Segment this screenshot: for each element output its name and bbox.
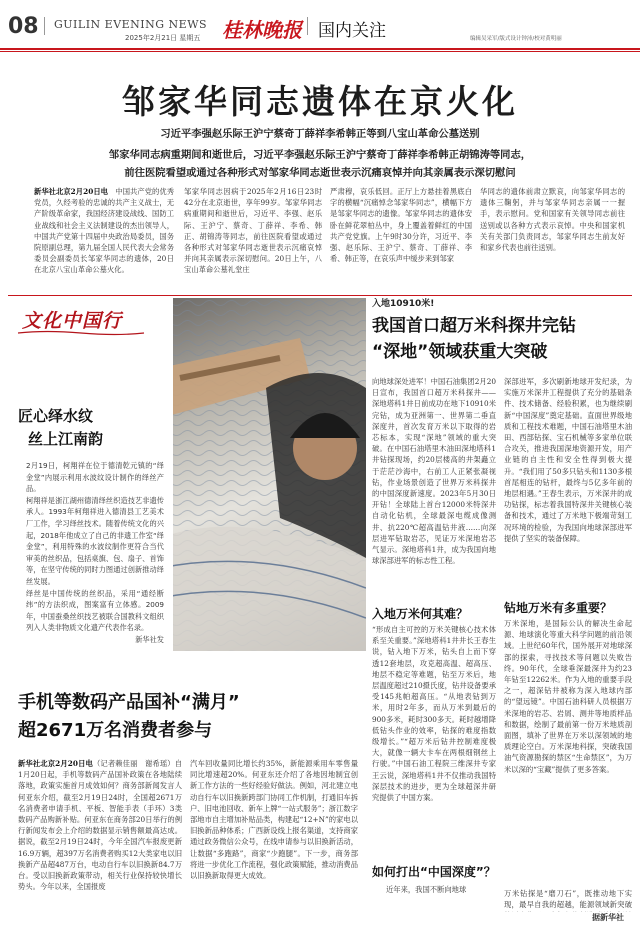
drilling-column-2: 深部进军，多次刷新地球开发纪录，为实施万米深井工程提供了充分的基础条件、技术储备、经验积累，也为继续刷新“中国深度”奠定基础。直面世界级地质和工程技术难题，中国石油塔里木油田、西部钻探、宝石机械等多家单位联合攻关，推进我国深地资源开发，用产业链的自主性和安全性得到极大提升。“我们用了50多只钻头和1130多根首尾相连的钻杆，最终与5亿多年前的地层相遇。”王春生表示，万米深井的成功钻探，标志着我国特深井关键核心装备和技术，通过了万米地下极端苛刻工况环境的检验，为我国向地球深部进军提供了坚实的装备保障。 [504, 377, 632, 543]
drilling-column-2b: 万米深地，是国际公认的解决生命起源、地球演化等重大科学问题的前沿领域。上世纪60年代，国外展开对地球深部的探索，寻找技术等问题以失败告终。90年代，全球垂深最深井为约23年钻至12262米。作为入地的重要手段之一，超深钻井被称为深入地球内部的“望远镜”。中国石油科研人员根据万米深地的岩芯、岩屑、测井等地质样品和数据，绘制了最前第一份万米地质剖面图，填补了世界在万米以深领域的地质理论空白。万米深地科探，突破我国油气资源勘探的禁区“生命禁区”，为万米以深的“宝藏”提供了更多答案。 [504, 619, 632, 774]
masthead-divider [44, 17, 45, 35]
drilling-subhead: 如何打出“中国深度”？ [372, 865, 496, 879]
lead-column-1: 新华社北京2月20日电 中国共产党的优秀党员，久经考验的忠诚的共产主义战士，无产阶级革命家，我国经济建设战线、国防工业战线和社会主义法制建设的杰出领导人，中国共产党第十四届中央政治局委员，国务院原副总理，第九届全国人民代表大会常务委员会副委员长邹家华同志的遗体，20日在北京八宝山革命公墓火化。 [34, 187, 174, 275]
lead-column-2: 邹家华同志因病于2025年2月16日23时42分在北京逝世，享年99岁。邹家华同志病重期间和逝世后，习近平、李强、赵乐际、王沪宁、蔡奇、丁薛祥、李希、韩正、胡锦涛等同志，前往医院看望或通过各种形式对邹家华同志逝世表示沉痛哀悼并向其亲属表示深切慰问。20日上午，八宝山革命公墓礼堂庄 [184, 187, 322, 275]
lead-column-4: 华同志的遗体前肃立默哀，向邹家华同志的遗体三鞠躬，并与邹家华同志亲属一一握手，表示慰问。党和国家有关领导同志前往送别或以各种方式表示哀悼。中央和国家机关有关部门负责同志，邹家华同志生前友好和家乡代表也前往送别。 [480, 187, 625, 253]
drilling-column-1: 向地球深处进军！中国石油集团2月20日宣布，我国首口超万米科探井——深地塔科1井日前成功在地下10910米完钻，成为亚洲第一、世界第二垂直深度井，首次发育万米以下取得的岩芯标本，实现“深地”领域的重大突破。在中国石油塔里木油田深地塔科1井钻探现场，约20层楼高的井架矗立于茫茫沙海中，右前工人正紧张凝视钻，作业场景创造了世界万米科探井的中国深度新速度。2023年5月30日开钻！全球陆上首台12000米特深井自动化钻机，全球最深电缆成像测井、抗220℃超高温钻井液……向深层进军钻取岩芯，见证万米深地岩芯气显示。深地塔科1井，成为我国向地球深部进军的标志性工程。 [372, 377, 496, 566]
masthead [0, 0, 640, 48]
lead-headline: 邹家华同志遗体在京火化 [122, 82, 518, 121]
column-logo: 文化中国行 [22, 310, 123, 332]
dateline: 新华社北京2月20日电 [34, 187, 109, 196]
lead-subtitle: 邹家华同志病重期间和逝世后，习近平李强赵乐际王沪宁蔡奇丁薛祥李希韩正胡锦涛等同志， [108, 149, 532, 161]
masthead-rule [0, 48, 640, 50]
paper-english-name: GUILIN EVENING NEWS [54, 18, 208, 31]
lead-subtitle: 习近平李强赵乐际王沪宁蔡奇丁薛祥李希韩正等到八宝山革命公墓送别 [160, 128, 480, 140]
drilling-column-2c: 万米钻探是“磨刀石”，既推动地下实现，最早自我的超越，能源领域新突破 [504, 889, 632, 910]
drilling-subhead: 钻地万米有多重要？ [504, 601, 613, 615]
consumer-column-2: 汽车回收量同比增长约35%，新能源乘用车零售量同比增速超20%。何亚东还介绍了各地因地制宜创新工作方法的一些好经验好做法。例如，河北建立电动自行车以旧换新跨部门协同工作机制，打通旧车拆户、旧电池回收、新车上牌“一站式服务”；浙江数字部地市自主增加补贴品类，构建起“12+N”的家电以旧换新品种体系；广西新设线上报名渠道，支持商家通过政务微信公众号，在线申请参与以旧换新活动，让数据“多跑路”，商家“少跑腿”。下一步，商务部将进一步优化工作流程，强化政策赋能，推动消费品以旧换新取得更大成效。 [190, 759, 358, 881]
drilling-column-1c: 近年来，我国不断向地球 [386, 885, 467, 894]
feature-caption: 2月19日，柯翔祥在位于德清乾元镇的“绎金堂”内展示利用水波纹设计制作的绎丝产品。 柯翔祥是浙江湖州德清绎丝织造技艺非遗传承人。1993年柯翔祥进入德清县工艺美术厂工作，学习绎丝技术。随着传统文化的兴起，2018年他成立了自己的非遗工作室“绎金堂”，利用特殊的水波纹制作更符合当代审美的丝织品，包括桌旗、包、扇子、首饰等，在坚守传统的同时力图通过创新推动绎丝发展。 绎丝是中国传统的丝织品，采用“通经断纬”的方法织成，图案富有立体感。2009年，中国蚕桑丝织技艺被联合国教科文组织列入人类非物质文化遗产代表作名录。 新华社发 [26, 461, 164, 644]
drilling-column-1b: “形成自主可控的万米关键核心技术体系至关重要。”深地塔科1井井长王春生说，钻入地下万米，钻头自上而下穿透12套地层，攻克超高温、超高压、地层不稳定等难题，钻至万米后，地层温度超过210摄氏度，钻井设备要承受145兆帕超高压。“从地表钻到万米，用时2年多，而从万米到最后的900多米，耗时300多天。耗时越增降低钻头作业的效率，钻探的难度指数级增长。”“超万米后钻井控制难度极大，就像一辆大卡车在两根细钢丝上行驶。”中国石油工程院三维深井专家王云说，深地塔科1井不仅推动我国特深层技术的进步，更为全球超深井研究提供了中国方案。 [372, 625, 496, 803]
paper-logo: 桂林晚报 [222, 18, 302, 42]
issue-date: 2025年2月21日 星期五 [125, 34, 201, 42]
editors-credit: 编辑吴采军/版式设计钟沛/校对黄明丽 [470, 36, 562, 42]
section-rule [8, 295, 632, 296]
dateline: 新华社北京2月20日电 [18, 759, 93, 768]
drilling-kicker: 入地10910米! [372, 299, 435, 309]
lead-column-3: 严肃穆，哀乐低回。正厅上方悬挂着黑底白字的横幅“沉痛悼念邹家华同志”，横幅下方是邹家华同志的遗像。邹家华同志的遗体安卧在鲜花翠柏丛中，身上覆盖着鲜红的中国共产党党旗。上午9时30分许，习近平、李强、赵乐际、王沪宁、蔡奇、丁薛祥、李希、韩正等，在哀乐声中缓步来到邹家 [330, 187, 472, 264]
feature-title: 丝上江南韵 [28, 430, 104, 448]
consumer-headline: 手机等数码产品国补“满月” [18, 692, 240, 713]
feature-title: 匠心绎水纹 [18, 407, 94, 425]
page-number: 08 [8, 14, 39, 39]
weaving-photo [160, 298, 366, 651]
drilling-subhead: 入地万米何其难？ [372, 607, 469, 621]
section-name: 国内关注 [318, 21, 386, 41]
consumer-headline: 超2671万名消费者参与 [18, 720, 213, 741]
feature-credit: 新华社发 [135, 634, 164, 644]
masthead-rule [0, 51, 640, 52]
masthead-divider [307, 17, 308, 35]
drilling-headline: 我国首口超万米科探井完钻 [372, 316, 576, 336]
column-logo-flourish [16, 330, 146, 336]
lead-subtitle: 前往医院看望或通过各种形式对邹家华同志逝世表示沉痛哀悼并向其亲属表示深切慰问 [124, 167, 516, 179]
drilling-headline: “深地”领域获重大突破 [372, 342, 548, 362]
consumer-column-1: 新华社北京2月20日电（记者赖佳丽 谢希瑶）自1月20日起，手机等数码产品国补政策在各地陆续落地，政策实施首月成效如何？商务部新闻发言人何亚东介绍，截至2月19日24时，全国超2671万名消费者申请手机、平板、智能手表（手环）3类数码产品购新补贴。何亚东在商务部20日举行的例行新闻发布会上介绍的数据显示销售额最高达成。据说，截至2月19日24时，今年全国汽车报废更新16.9万辆，超397万名消费者购买12大类家电以旧换新产品超487万台，电动自行车以旧换新84.7万台。受以旧换新政策带动，相关行业保持较快增长势头。今年以来，全国报废 [18, 759, 182, 892]
drilling-credit: 据新华社 [592, 913, 624, 922]
